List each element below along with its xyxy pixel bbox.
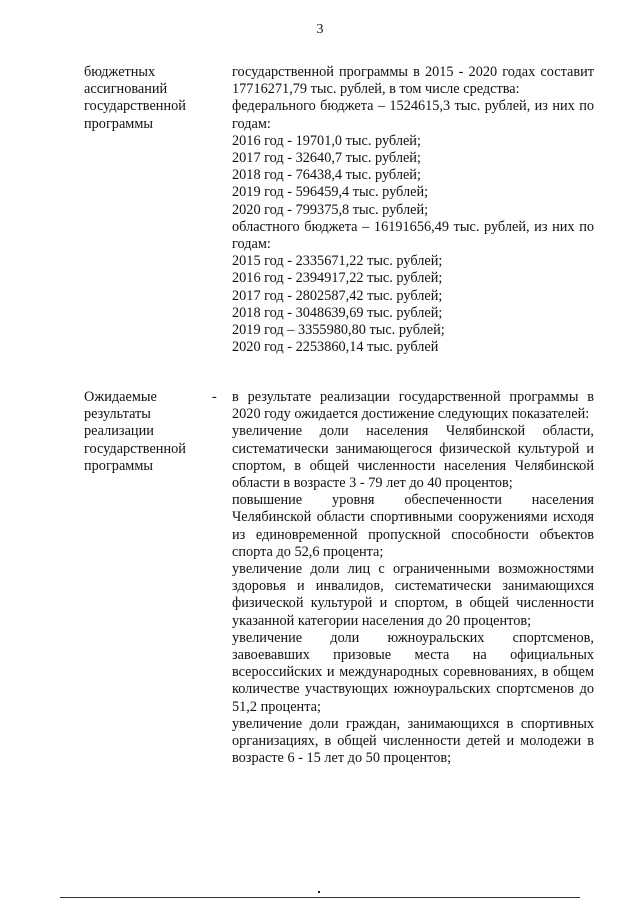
results-section-content xyxy=(232,389,594,767)
paragraph: 2018 год - 76438,4 тыс. рублей; xyxy=(232,167,421,184)
paragraph: государственной программы в 2015 - 2020 годах составит 17716271,79 тыс. рублей, в том числе средства: xyxy=(232,64,594,98)
paragraph: 2015 год - 2335671,22 тыс. рублей; xyxy=(232,253,443,270)
label-line: ассигнований xyxy=(84,81,168,98)
label-line: бюджетных xyxy=(84,64,156,80)
paragraph: 2020 год - 2253860,14 тыс. рублей xyxy=(232,339,439,356)
paragraph: 2017 год - 32640,7 тыс. рублей; xyxy=(232,150,421,167)
paragraph: 2016 год - 2394917,22 тыс. рублей; xyxy=(232,270,443,287)
label-line: реализации xyxy=(84,423,154,440)
label-line: государственной xyxy=(84,98,186,115)
page-number: 3 xyxy=(316,22,324,37)
paragraph: 2020 год - 799375,8 тыс. рублей; xyxy=(232,201,429,218)
paragraph: 2019 год - 596459,4 тыс. рублей; xyxy=(232,184,429,201)
paragraph: федерального бюджета – 1524615,3 тыс. рублей, из них по годам: xyxy=(232,98,594,132)
paragraph: областного бюджета – 16191656,49 тыс. рублей, из них по годам: xyxy=(232,218,594,253)
label-line: программы xyxy=(84,457,154,474)
label-line: результаты xyxy=(84,406,151,423)
paragraph: увеличение доли лиц с ограниченными возможностями здоровья и инвалидов, систематически занимающихся физической культурой и спортом, в общей численности указанной категории населения до 20 процентов; xyxy=(232,561,594,629)
paragraph: повышение уровня обеспеченности населения Челябинской области спортивными сооружениями исходя из единовременной пропускной способности объектов спорта до 52,6 процента; xyxy=(232,492,594,560)
scan-mark xyxy=(318,891,320,893)
budget-section-content xyxy=(232,64,594,356)
budget-section-label xyxy=(84,64,204,133)
paragraph: увеличение доли населения Челябинской области, систематически занимающегося физической культурой и спортом, в общей численности населения Челябинской области в возрасте 3 - 79 лет до 40 процентов; xyxy=(232,423,594,492)
results-section-label xyxy=(84,389,204,475)
paragraph: 2017 год - 2802587,42 тыс. рублей; xyxy=(232,287,443,304)
paragraph: 2016 год - 19701,0 тыс. рублей; xyxy=(232,132,421,149)
paragraph: 2019 год – 3355980,80 тыс. рублей; xyxy=(232,322,445,339)
separator-dash: - xyxy=(212,389,217,405)
footer-rule xyxy=(60,897,580,898)
paragraph: увеличение доли граждан, занимающихся в спортивных организациях, в общей численности детей и молодежи в возрасте 6 - 15 лет до 50 процентов; xyxy=(232,715,594,767)
paragraph: в результате реализации государственной программы в 2020 году ожидается достижение следующих показателей: xyxy=(232,389,594,423)
paragraph: 2018 год - 3048639,69 тыс. рублей; xyxy=(232,304,443,321)
label-line: Ожидаемые xyxy=(84,389,157,405)
paragraph: увеличение доли южноуральских спортсменов, завоевавших призовые места на официальных всероссийских и международных соревнованиях, в общем количестве участвующих южноуральских спортсменов до 51,2 процента; xyxy=(232,629,594,715)
label-line: программы xyxy=(84,115,154,132)
label-line: государственной xyxy=(84,440,186,457)
